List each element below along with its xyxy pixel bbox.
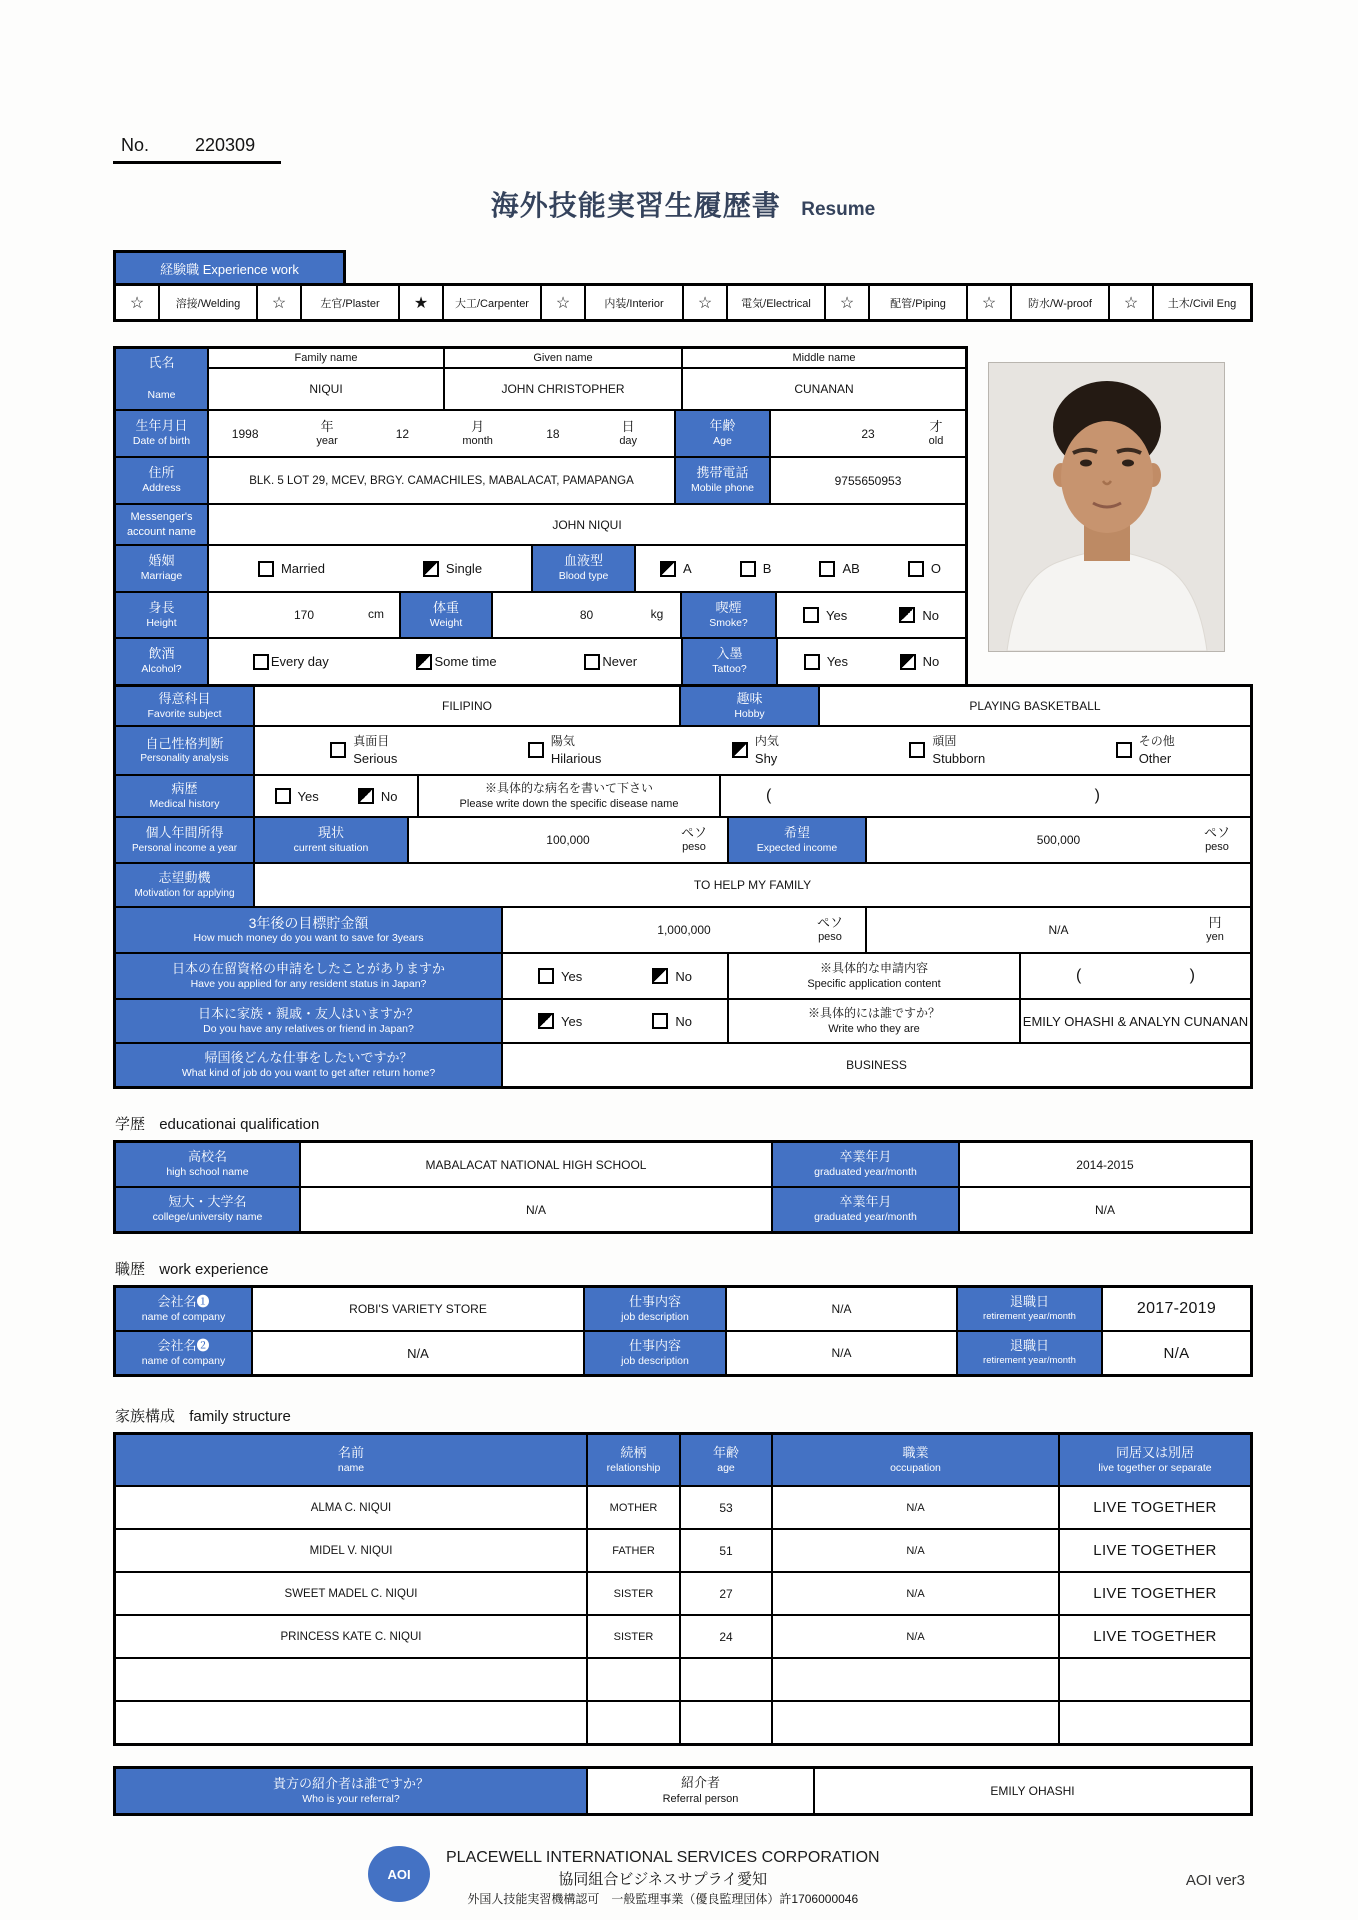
- family-row-3: [116, 1573, 1250, 1614]
- work-section-label: 職歴 work experience: [115, 1261, 269, 1278]
- highschool-grad-label: 卒業年月 graduated year/month: [773, 1143, 958, 1186]
- weight-value: 80: [579, 608, 594, 622]
- motivation-value: TO HELP MY FAMILY: [255, 864, 1250, 906]
- family-member-relationship: SISTER: [588, 1573, 679, 1614]
- family-row-4: [116, 1616, 1250, 1657]
- family-member-relationship: [588, 1659, 679, 1700]
- married-checkbox[interactable]: [258, 561, 274, 577]
- smoke-yes-checkbox[interactable]: [803, 607, 819, 623]
- alcohol-options: Every day Some time Never: [209, 639, 681, 684]
- highschool-name: MABALACAT NATIONAL HIGH SCHOOL: [301, 1143, 771, 1186]
- skill-star-civil[interactable]: ☆: [1110, 286, 1152, 319]
- skill-star-piping[interactable]: ☆: [826, 286, 868, 319]
- single-checkbox[interactable]: [423, 561, 439, 577]
- messenger-value: JOHN NIQUI: [209, 505, 965, 544]
- family-member-age: [681, 1702, 771, 1743]
- family-header-live: 同居又は別居 live together or separate: [1060, 1435, 1250, 1485]
- alcohol-never-checkbox[interactable]: [584, 654, 600, 670]
- personality-other-checkbox[interactable]: [1116, 742, 1132, 758]
- highschool-grad-value: 2014-2015: [960, 1143, 1250, 1186]
- footer: [113, 1846, 1253, 1916]
- job1-label: 仕事内容 job description: [585, 1288, 725, 1330]
- medical-history-label: 病歴 Medical history: [116, 776, 253, 816]
- income-expected-value: 500,000: [1036, 833, 1081, 847]
- family-member-live: [1060, 1702, 1250, 1743]
- family-header-occupation: 職業 occupation: [773, 1435, 1058, 1485]
- family-row-6: [116, 1702, 1250, 1743]
- referral-person-value: EMILY OHASHI: [815, 1769, 1250, 1813]
- family-section-label: 家族構成 family structure: [115, 1408, 291, 1425]
- family-member-live: LIVE TOGETHER: [1060, 1573, 1250, 1614]
- retire1-value: 2017-2019: [1103, 1288, 1250, 1330]
- medical-options: Yes No: [255, 776, 417, 816]
- referral-question-label: 貴方の紹介者は誰ですか？ Who is your referral?: [116, 1769, 586, 1813]
- tattoo-yes-checkbox[interactable]: [804, 654, 820, 670]
- alcohol-everyday-checkbox[interactable]: [253, 654, 269, 670]
- marriage-options: Married Single: [209, 546, 531, 591]
- motivation-label: 志望動機 Motivation for applying: [116, 864, 253, 906]
- relatives-note: ※具体的には誰ですか？ Write who they are: [729, 1000, 1019, 1042]
- birth-day: 18: [546, 426, 560, 441]
- title-english: Resume: [801, 199, 876, 220]
- referral-person-label: 紹介者 Referral person: [588, 1769, 813, 1813]
- college-label: 短大・大学名 college/university name: [116, 1188, 299, 1231]
- resident-status-label: 日本の在留資格の申請をしたことがありますか Have you applied for any resident status in Japan?: [116, 954, 501, 998]
- family-member-name: MIDEL V. NIQUI: [116, 1530, 586, 1571]
- details-table: [113, 684, 1253, 1089]
- skill-label-electrical: 電気/Electrical: [728, 286, 824, 319]
- family-header-age: 年齢 age: [681, 1435, 771, 1485]
- education-section-label: 学歴 educationai qualification: [115, 1116, 320, 1133]
- marriage-label: 婚姻 Marriage: [116, 546, 207, 591]
- family-member-occupation: N/A: [773, 1487, 1058, 1528]
- savings-goal-label: 3年後の目標貯金額 How much money do you want to save for 3years: [116, 908, 501, 952]
- family-member-relationship: FATHER: [588, 1530, 679, 1571]
- family-member-name: [116, 1659, 586, 1700]
- height-value-cell: 170 cm: [209, 593, 399, 637]
- return-job-label: 帰国後どんな仕事をしたいですか？ What kind of job do you want to get after return home?: [116, 1044, 501, 1086]
- family-member-live: LIVE TOGETHER: [1060, 1487, 1250, 1528]
- family-name-header: Family name: [209, 349, 443, 367]
- name-label: 氏名 Name: [116, 349, 207, 409]
- company2-name: N/A: [253, 1332, 583, 1374]
- personality-stubborn-checkbox[interactable]: [909, 742, 925, 758]
- mobile-value: 9755650953: [771, 458, 965, 503]
- medical-yes-checkbox[interactable]: [275, 788, 291, 804]
- blood-ab-checkbox[interactable]: [819, 561, 835, 577]
- savings-peso-cell: 1,000,000 ペソ peso: [503, 908, 865, 952]
- referral-table: [113, 1766, 1253, 1816]
- family-header-relationship: 続柄 relationship: [588, 1435, 679, 1485]
- family-member-name: PRINCESS KATE C. NIQUI: [116, 1616, 586, 1657]
- given-name-value: JOHN CHRISTOPHER: [445, 369, 681, 409]
- family-member-live: LIVE TOGETHER: [1060, 1530, 1250, 1571]
- weight-label: 体重 Weight: [401, 593, 491, 637]
- title-japanese: 海外技能実習生履歴書: [490, 190, 781, 221]
- skill-label-plaster: 左官/Plaster: [302, 286, 398, 319]
- footer-company-name: PLACEWELL INTERNATIONAL SERVICES CORPORATION: [446, 1849, 880, 1866]
- income-expected-label: 希望 Expected income: [729, 818, 865, 862]
- footer-union-name: 協同組合ビジネスサプライ愛知: [558, 1871, 768, 1889]
- personality-options: 真面目 Serious 陽気 Hilarious 内気 Shy 頑固 Stubborn その他 Other: [255, 727, 1250, 774]
- personality-shy-checkbox[interactable]: [732, 742, 748, 758]
- family-member-age: 24: [681, 1616, 771, 1657]
- return-job-value: BUSINESS: [503, 1044, 1250, 1086]
- personality-hilarious-checkbox[interactable]: [528, 742, 544, 758]
- job1-value: N/A: [727, 1288, 956, 1330]
- blood-type-label: 血液型 Blood type: [533, 546, 634, 591]
- family-member-age: 51: [681, 1530, 771, 1571]
- relatives-label: 日本に家族・親戚・友人はいますか？ Do you have any relatives or friend in Japan?: [116, 1000, 501, 1042]
- company2-label: 会社名❷ name of company: [116, 1332, 251, 1374]
- family-member-occupation: N/A: [773, 1530, 1058, 1571]
- education-table: [113, 1140, 1253, 1234]
- savings-yen-value: N/A: [1048, 923, 1069, 937]
- resident-yes-checkbox[interactable]: [538, 968, 554, 984]
- family-table: [113, 1432, 1253, 1746]
- personal-info-table: [113, 346, 968, 687]
- tattoo-options: Yes No: [778, 639, 965, 684]
- skill-star-interior[interactable]: ☆: [542, 286, 584, 319]
- skill-label-interior: 内装/Interior: [586, 286, 682, 319]
- birth-label: 生年月日 Date of birth: [116, 411, 207, 456]
- skill-star-wproof[interactable]: ☆: [968, 286, 1010, 319]
- family-member-occupation: [773, 1702, 1058, 1743]
- income-label: 個人年間所得 Personal income a year: [116, 818, 253, 862]
- skill-label-welding: 溶接/Welding: [160, 286, 256, 319]
- age-value: 23: [861, 426, 875, 441]
- family-member-name: ALMA C. NIQUI: [116, 1487, 586, 1528]
- family-member-name: SWEET MADEL C. NIQUI: [116, 1573, 586, 1614]
- alcohol-sometime-checkbox[interactable]: [416, 654, 432, 670]
- skill-star-plaster[interactable]: ☆: [258, 286, 300, 319]
- doc-no-label: No.: [121, 135, 150, 155]
- savings-peso-value: 1,000,000: [657, 923, 711, 937]
- given-name-header: Given name: [445, 349, 681, 367]
- family-member-live: LIVE TOGETHER: [1060, 1616, 1250, 1657]
- age-label: 年齢 Age: [676, 411, 769, 456]
- resident-no-checkbox[interactable]: [652, 968, 668, 984]
- medical-no-checkbox[interactable]: [358, 788, 374, 804]
- favorite-subject-value: FILIPINO: [255, 687, 679, 725]
- family-name-value: NIQUI: [209, 369, 443, 409]
- relatives-yes-checkbox[interactable]: [538, 1013, 554, 1029]
- experience-skills-table: [113, 283, 1253, 322]
- skill-label-carpenter: 大工/Carpenter: [444, 286, 540, 319]
- smoke-no-checkbox[interactable]: [899, 607, 915, 623]
- family-row-2: [116, 1530, 1250, 1571]
- family-member-relationship: MOTHER: [588, 1487, 679, 1528]
- college-name: N/A: [301, 1188, 771, 1231]
- hobby-value: PLAYING BASKETBALL: [820, 687, 1250, 725]
- family-header-name: 名前 name: [116, 1435, 586, 1485]
- medical-note: ※具体的な病名を書いて下さい Please write down the specific disease name: [419, 776, 719, 816]
- resume-page: [113, 0, 1253, 1916]
- page-title: [113, 184, 1253, 224]
- personality-label: 自己性格判断 Personality analysis: [116, 727, 253, 774]
- aoi-logo: AOI: [368, 1846, 430, 1902]
- company1-name: ROBI'S VARIETY STORE: [253, 1288, 583, 1330]
- family-member-occupation: [773, 1659, 1058, 1700]
- height-label: 身長 Height: [116, 593, 207, 637]
- company1-label: 会社名❶ name of company: [116, 1288, 251, 1330]
- doc-no-value: 220309: [195, 135, 256, 155]
- weight-value-cell: 80 kg: [493, 593, 680, 637]
- tattoo-label: 入墨 Tattoo?: [683, 639, 776, 684]
- family-member-name: [116, 1702, 586, 1743]
- smoke-options: Yes No: [777, 593, 965, 637]
- age-value-cell: 23 才 old: [771, 411, 965, 456]
- tattoo-no-checkbox[interactable]: [900, 654, 916, 670]
- blood-type-options: A B AB O: [636, 546, 965, 591]
- resident-content-field: ( ): [1021, 954, 1250, 998]
- college-grad-value: N/A: [960, 1188, 1250, 1231]
- blood-a-checkbox[interactable]: [660, 561, 676, 577]
- resident-note: ※具体的な申請内容 Specific application content: [729, 954, 1019, 998]
- messenger-label: Messenger's account name: [116, 505, 207, 544]
- birth-month: 12: [395, 426, 410, 441]
- birth-year: 1998: [231, 426, 259, 441]
- job2-value: N/A: [727, 1332, 956, 1374]
- job2-label: 仕事内容 job description: [585, 1332, 725, 1374]
- family-member-relationship: SISTER: [588, 1616, 679, 1657]
- blood-o-checkbox[interactable]: [908, 561, 924, 577]
- family-member-age: [681, 1659, 771, 1700]
- skill-star-carpenter[interactable]: ★: [400, 286, 442, 319]
- family-member-age: 27: [681, 1573, 771, 1614]
- income-current-value: 100,000: [546, 833, 590, 847]
- family-member-relationship: [588, 1702, 679, 1743]
- income-expected-cell: 500,000 ペソ peso: [867, 818, 1250, 862]
- experience-work-tab: 経験職 Experience work: [113, 250, 346, 283]
- alcohol-label: 飲酒 Alcohol?: [116, 639, 207, 684]
- skill-star-electrical[interactable]: ☆: [684, 286, 726, 319]
- retire2-value: N/A: [1103, 1332, 1250, 1374]
- resident-options: Yes No: [503, 954, 727, 998]
- skill-label-civil: 土木/Civil Eng: [1154, 286, 1250, 319]
- relatives-no-checkbox[interactable]: [652, 1013, 668, 1029]
- family-member-age: 53: [681, 1487, 771, 1528]
- family-row-5: [116, 1659, 1250, 1700]
- family-member-occupation: N/A: [773, 1573, 1058, 1614]
- medical-disease-field: ( ): [721, 776, 1250, 816]
- address-label: 住所 Address: [116, 458, 207, 503]
- relatives-options: Yes No: [503, 1000, 727, 1042]
- highschool-label: 高校名 high school name: [116, 1143, 299, 1186]
- skill-star-welding[interactable]: ☆: [116, 286, 158, 319]
- favorite-subject-label: 得意科目 Favorite subject: [116, 687, 253, 725]
- skill-label-piping: 配管/Piping: [870, 286, 966, 319]
- skill-label-wproof: 防水/W-proof: [1012, 286, 1108, 319]
- smoke-label: 喫煙 Smoke?: [682, 593, 775, 637]
- birth-value: 1998 年 year 12 月 month 18 日 day: [209, 411, 674, 456]
- document-number: [113, 133, 281, 164]
- family-member-live: [1060, 1659, 1250, 1700]
- retire2-label: 退職日 retirement year/month: [958, 1332, 1101, 1374]
- footer-license: 外国人技能実習機構認可 一般監理事業（優良監理団体）許1706000046: [467, 1891, 859, 1906]
- family-member-occupation: N/A: [773, 1616, 1058, 1657]
- income-current-cell: 100,000 ペソ peso: [409, 818, 727, 862]
- savings-yen-cell: N/A 円 yen: [867, 908, 1250, 952]
- footer-version: AOI ver3: [1185, 1872, 1245, 1889]
- blood-b-checkbox[interactable]: [740, 561, 756, 577]
- family-row-1: [116, 1487, 1250, 1528]
- relatives-value: EMILY OHASHI & ANALYN CUNANAN: [1021, 1000, 1250, 1042]
- height-value: 170: [293, 608, 315, 622]
- personality-serious-checkbox[interactable]: [330, 742, 346, 758]
- income-current-label: 現状 current situation: [255, 818, 407, 862]
- mobile-label: 携帯電話 Mobile phone: [676, 458, 769, 503]
- work-table: [113, 1285, 1253, 1377]
- hobby-label: 趣味 Hobby: [681, 687, 818, 725]
- id-photo: [988, 362, 1225, 652]
- portrait-photo: [989, 363, 1224, 651]
- middle-name-header: Middle name: [683, 349, 965, 367]
- address-value: BLK. 5 LOT 29, MCEV, BRGY. CAMACHILES, MABALACAT, PAMAPANGA: [209, 458, 674, 503]
- college-grad-label: 卒業年月 graduated year/month: [773, 1188, 958, 1231]
- middle-name-value: CUNANAN: [683, 369, 965, 409]
- retire1-label: 退職日 retirement year/month: [958, 1288, 1101, 1330]
